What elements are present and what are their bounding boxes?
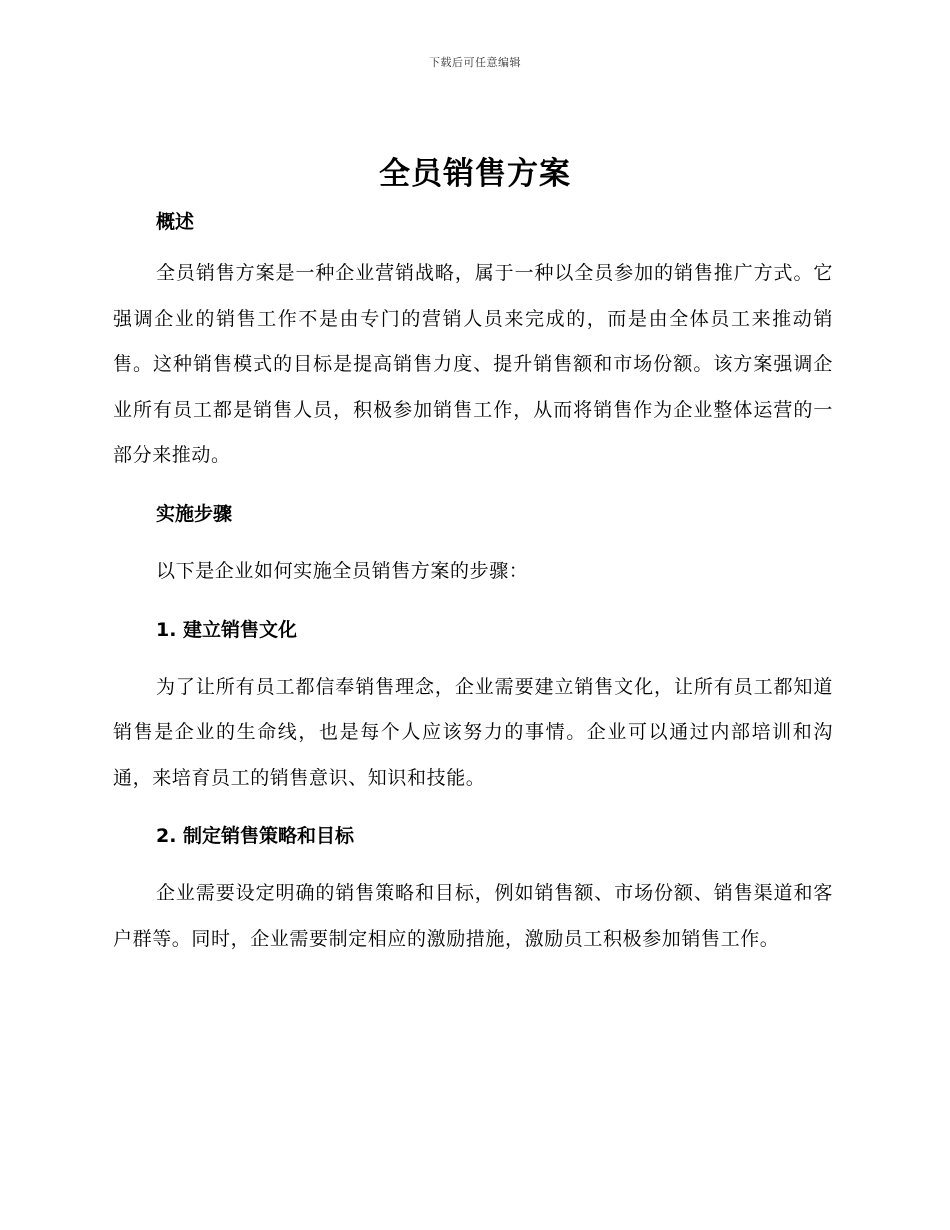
paragraph-overview: 全员销售方案是一种企业营销战略，属于一种以全员参加的销售推广方式。它强调企业的销售工作不是由专门的营销人员来完成的，而是由全体员工来推动销售。这种销售模式的目标是提高销售力度、提升销售额和市场份额。该方案强调企业所有员工都是销售人员，积极参加销售工作，从而将销售作为企业整体运营的一部分来推动。 bbox=[113, 262, 833, 467]
paragraph-step-1: 为了让所有员工都信奉销售理念，企业需要建立销售文化，让所有员工都知道销售是企业的生命线，也是每个人应该努力的事情。企业可以通过内部培训和沟通，来培育员工的销售意识、知识和技能。 bbox=[113, 675, 833, 789]
step-heading-2: 2. 制定销售策略和目标 bbox=[156, 825, 355, 848]
section-heading-steps: 实施步骤 bbox=[156, 502, 233, 525]
document-title: 全员销售方案 bbox=[379, 156, 571, 192]
header-note: 下载后可任意编辑 bbox=[429, 56, 521, 69]
document-body bbox=[113, 205, 833, 963]
step-heading-1: 1. 建立销售文化 bbox=[156, 618, 298, 641]
paragraph-steps-intro: 以下是企业如何实施全员销售方案的步骤： bbox=[156, 559, 529, 582]
section-heading-overview: 概述 bbox=[156, 211, 195, 233]
paragraph-step-2: 企业需要设定明确的销售策略和目标，例如销售额、市场份额、销售渠道和客户群等。同时，企业需要制定相应的激励措施，激励员工积极参加销售工作。 bbox=[113, 882, 833, 950]
